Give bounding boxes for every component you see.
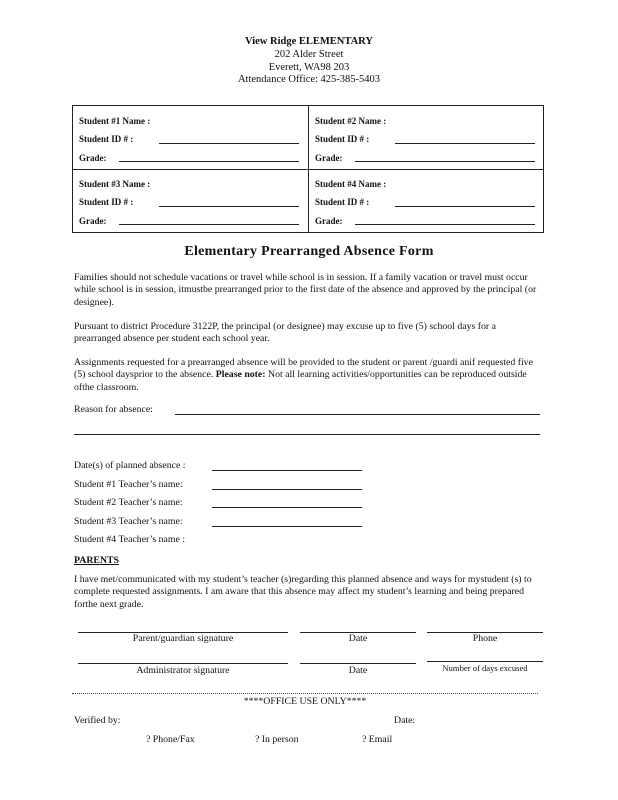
student-1-grade-field[interactable] [119,161,299,162]
student-info-grid [72,105,544,233]
assignments-text-end: Not all learning activities/opportunities can be reproduced outside ofthe classroom. [74,369,527,393]
student-2-cell [309,106,545,169]
phone-label: Phone [472,633,498,644]
office-divider [72,693,538,694]
attendance-phone: Attendance Office: 425-385-5403 [237,74,381,85]
student-2-id-label: Student ID # : [315,134,370,144]
reason-field-line-1[interactable] [175,414,540,415]
reason-label: Reason for absence: [74,404,153,415]
assignments-text: Assignments requested for a prearranged absence will be provided to the student or parent /guardi anif requested five (5) school daysprior to the absence. [74,357,533,381]
student-1-cell [73,106,309,169]
admin-signature-line[interactable] [78,663,288,664]
please-note: Please note: [215,369,266,381]
student-4-grade-field[interactable] [355,224,535,225]
paragraph-families: Families should not schedule vacations or travel while school is in session. If a family vacation or travel must occur while school is in session, itmustbe prearranged prior to the first date of the absence and approved by the principal (or designee). [74,272,537,308]
teacher-3-label: Student #3 Teacher’s name: [74,516,183,527]
student-2-grade-label: Grade: [315,153,343,163]
student-2-grade-field[interactable] [355,161,535,162]
days-excused-label: Number of days excused [442,663,528,673]
school-city: Everett, WA98 203 [268,62,350,73]
student-1-id-field[interactable] [159,143,299,144]
student-4-id-field[interactable] [395,206,535,207]
paragraph-pursuant: Pursuant to district Procedure 3122P, the principal (or designee) may excuse up to five (5) school days for a prearranged absence per student each school year. [74,321,496,345]
student-2-id-field[interactable] [395,143,535,144]
teacher-4-label: Student #4 Teacher’s name : [74,534,186,545]
planned-absence-label: Date(s) of planned absence : [74,460,186,471]
teacher-3-field[interactable] [212,526,362,527]
planned-absence-field[interactable] [212,470,362,471]
school-address: 202 Alder Street [274,49,344,60]
parent-date-label: Date [348,633,368,644]
school-name: View Ridge ELEMENTARY [245,36,373,47]
student-3-id-field[interactable] [159,206,299,207]
student-4-name-label: Student #4 Name : [315,179,387,189]
teacher-1-field[interactable] [212,489,362,490]
office-use-heading: ****OFFICE USE ONLY**** [243,696,367,707]
parents-heading: PARENTS [74,555,119,566]
form-title: Elementary Prearranged Absence Form [184,244,434,259]
admin-date-line[interactable] [300,663,416,664]
option-in-person[interactable]: ? In person [255,734,299,745]
option-email[interactable]: ? Email [362,734,393,745]
student-3-grade-label: Grade: [79,216,107,226]
student-4-cell [309,170,545,233]
student-3-name-label: Student #3 Name : [79,179,151,189]
student-3-cell [73,170,309,233]
verified-by-label: Verified by: [74,715,121,726]
option-phone-fax[interactable]: ? Phone/Fax [146,734,195,745]
teacher-2-label: Student #2 Teacher’s name: [74,497,183,508]
student-4-id-label: Student ID # : [315,197,370,207]
student-1-grade-label: Grade: [79,153,107,163]
student-3-id-label: Student ID # : [79,197,134,207]
days-excused-line[interactable] [427,661,543,662]
parents-statement: I have met/communicated with my student’s teacher (s)regarding this planned absence and ways for mystudent (s) to complete requested assignments. I am aware that this absence may affect my student’s learning and being prepared forthe next grade. [74,574,532,610]
paragraph-assignments [74,357,544,394]
reason-field-line-2[interactable] [74,434,540,435]
student-1-name-label: Student #1 Name : [79,116,151,126]
student-2-name-label: Student #2 Name : [315,116,387,126]
student-4-grade-label: Grade: [315,216,343,226]
student-3-grade-field[interactable] [119,224,299,225]
admin-signature-label: Administrator signature [136,665,230,676]
parent-signature-label: Parent/guardian signature [132,633,234,644]
office-date-label: Date: [394,715,416,726]
teacher-1-label: Student #1 Teacher’s name: [74,479,183,490]
student-1-id-label: Student ID # : [79,134,134,144]
admin-date-label: Date [348,665,368,676]
teacher-2-field[interactable] [212,507,362,508]
